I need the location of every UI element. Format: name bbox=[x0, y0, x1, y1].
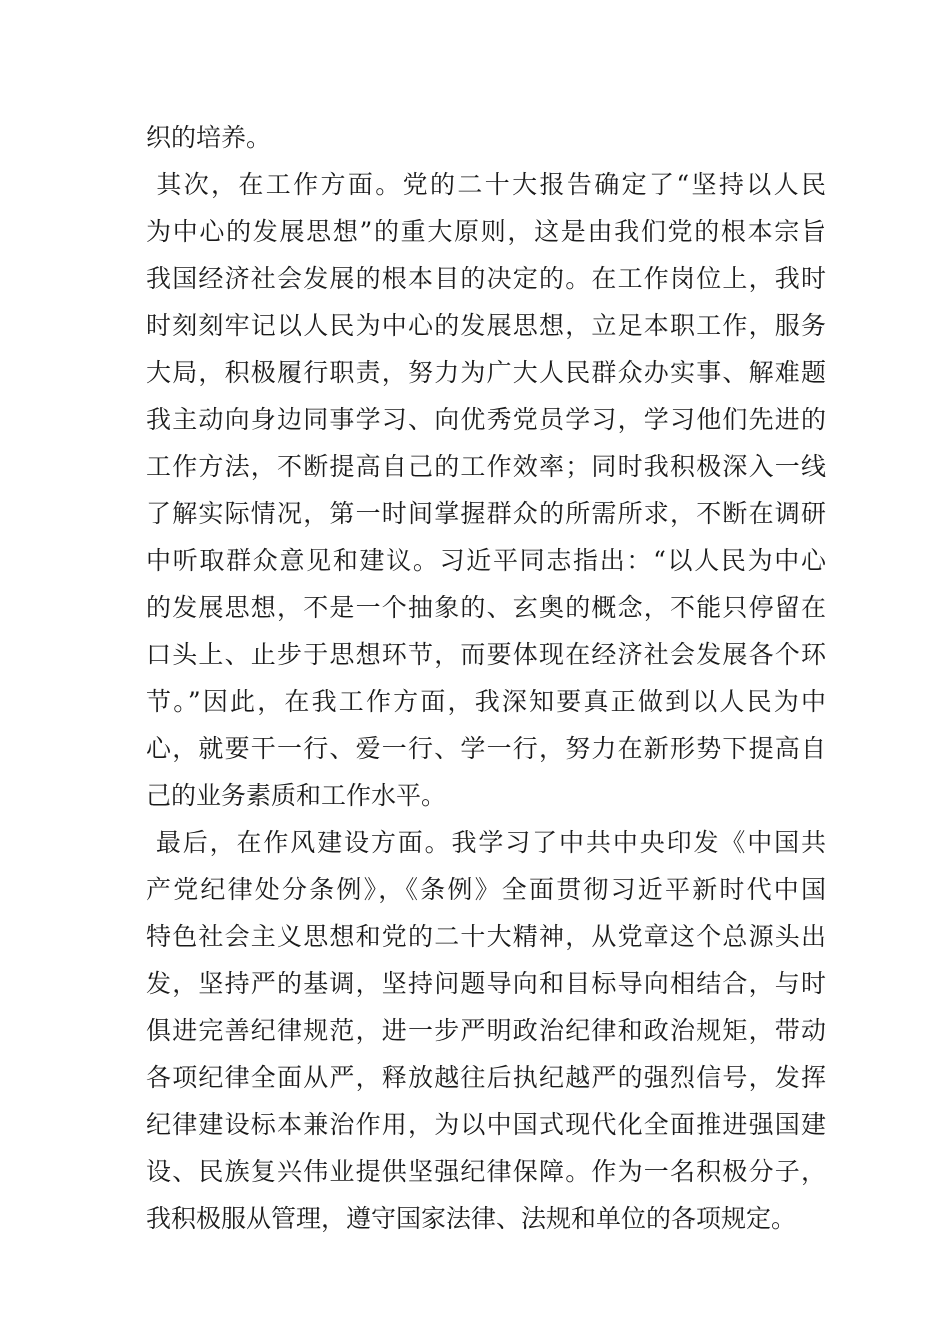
text-line: 己的业务素质和工作水平。 bbox=[146, 781, 447, 810]
text-line: 大局，积极履行职责，努力为广大人民群众办实事、解难题 bbox=[146, 358, 826, 387]
text-line: 工作方法，不断提高自己的工作效率；同时我积极深入一线 bbox=[146, 452, 826, 481]
text-line: 产党纪律处分条例》，《条例》全面贯彻习近平新时代中国 bbox=[146, 875, 826, 904]
text-line: 的发展思想，不是一个抽象的、玄奥的概念，不能只停留在 bbox=[146, 593, 826, 622]
text-line: 纪律建设标本兼治作用，为以中国式现代化全面推进强国建 bbox=[146, 1110, 826, 1139]
text-line: 中听取群众意见和建议。习近平同志指出：“以人民为中心 bbox=[146, 546, 826, 575]
text-line: 我主动向身边同事学习、向优秀党员学习，学习他们先进的 bbox=[146, 405, 826, 434]
text-line: 节。”因此，在我工作方面，我深知要真正做到以人民为中 bbox=[146, 687, 826, 716]
text-line: 其次，在工作方面。党的二十大报告确定了“坚持以人民 bbox=[146, 170, 826, 199]
text-line: 了解实际情况，第一时间掌握群众的所需所求，不断在调研 bbox=[146, 499, 826, 528]
text-line: 口头上、止步于思想环节，而要体现在经济社会发展各个环 bbox=[146, 640, 826, 669]
text-line: 俱进完善纪律规范，进一步严明政治纪律和政治规矩，带动 bbox=[146, 1016, 826, 1045]
text-line: 我积极服从管理，遵守国家法律、法规和单位的各项规定。 bbox=[146, 1204, 797, 1233]
text-line: 发，坚持严的基调，坚持问题导向和目标导向相结合，与时 bbox=[146, 969, 826, 998]
text-line: 各项纪律全面从严，释放越往后执纪越严的强烈信号，发挥 bbox=[146, 1063, 826, 1092]
text-line: 我国经济社会发展的根本目的决定的。在工作岗位上，我时 bbox=[146, 264, 826, 293]
text-line: 为中心的发展思想”的重大原则，这是由我们党的根本宗旨 bbox=[146, 217, 826, 246]
text-line: 特色社会主义思想和党的二十大精神，从党章这个总源头出 bbox=[146, 922, 826, 951]
text-line: 时刻刻牢记以人民为中心的发展思想，立足本职工作，服务 bbox=[146, 311, 826, 340]
text-line: 心，就要干一行、爱一行、学一行，努力在新形势下提高自 bbox=[146, 734, 826, 763]
text-line: 设、民族复兴伟业提供坚强纪律保障。作为一名积极分子， bbox=[146, 1157, 826, 1186]
text-line: 最后，在作风建设方面。我学习了中共中央印发《中国共 bbox=[146, 828, 826, 857]
text-line: 织的培养。 bbox=[146, 123, 272, 152]
